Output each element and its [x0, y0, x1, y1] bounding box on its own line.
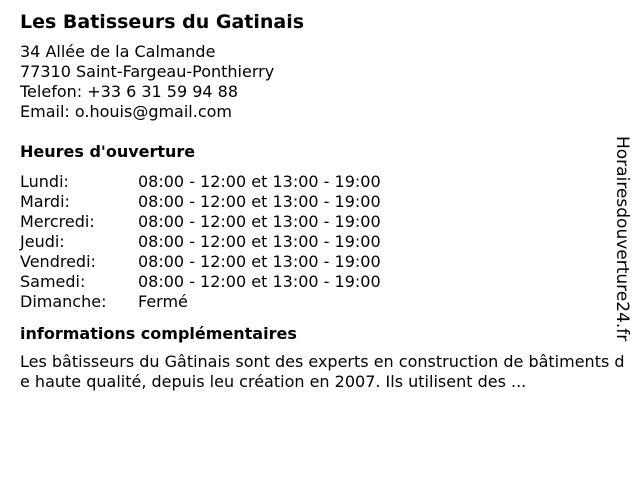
day-label: Dimanche: [20, 292, 107, 311]
day-label: Jeudi: [20, 232, 65, 251]
day-label: Mercredi: [20, 212, 95, 231]
email-line: Email: o.houis@gmail.com [20, 102, 233, 121]
day-label: Lundi: [20, 172, 69, 191]
day-label: Samedi: [20, 272, 86, 291]
address-line-1: 34 Allée de la Calmande [20, 42, 216, 61]
hours-row-wednesday [20, 212, 610, 232]
phone-line: Telefon: +33 6 31 59 94 88 [20, 82, 239, 101]
day-hours: 08:00 - 12:00 et 13:00 - 19:00 [138, 272, 381, 291]
business-name: Les Batisseurs du Gatinais [20, 11, 305, 33]
day-label: Mardi: [20, 192, 70, 211]
info-description: Les bâtisseurs du Gâtinais sont des experts en construction de bâtiments de haute qualité, depuis leu création en 2007. Ils utilisent des ... [20, 352, 625, 391]
day-label: Vendredi: [20, 252, 96, 271]
hours-row-sunday [20, 292, 610, 312]
day-hours: 08:00 - 12:00 et 13:00 - 19:00 [138, 192, 381, 211]
info-heading: informations complémentaires [20, 324, 297, 343]
hours-row-thursday [20, 232, 610, 252]
hours-row-monday [20, 172, 610, 192]
day-hours: 08:00 - 12:00 et 13:00 - 19:00 [138, 252, 381, 271]
day-hours: 08:00 - 12:00 et 13:00 - 19:00 [138, 232, 381, 251]
day-hours: Fermé [138, 292, 188, 311]
hours-heading: Heures d'ouverture [20, 142, 196, 161]
contact-block [20, 42, 610, 122]
day-hours: 08:00 - 12:00 et 13:00 - 19:00 [138, 172, 381, 191]
hours-row-tuesday [20, 192, 610, 212]
hours-row-friday [20, 252, 610, 272]
day-hours: 08:00 - 12:00 et 13:00 - 19:00 [138, 212, 381, 231]
hours-row-saturday [20, 272, 610, 292]
site-watermark: Horairesdouverture24.fr [612, 136, 632, 342]
address-line-2: 77310 Saint-Fargeau-Ponthierry [20, 62, 275, 81]
hours-list [20, 172, 610, 312]
